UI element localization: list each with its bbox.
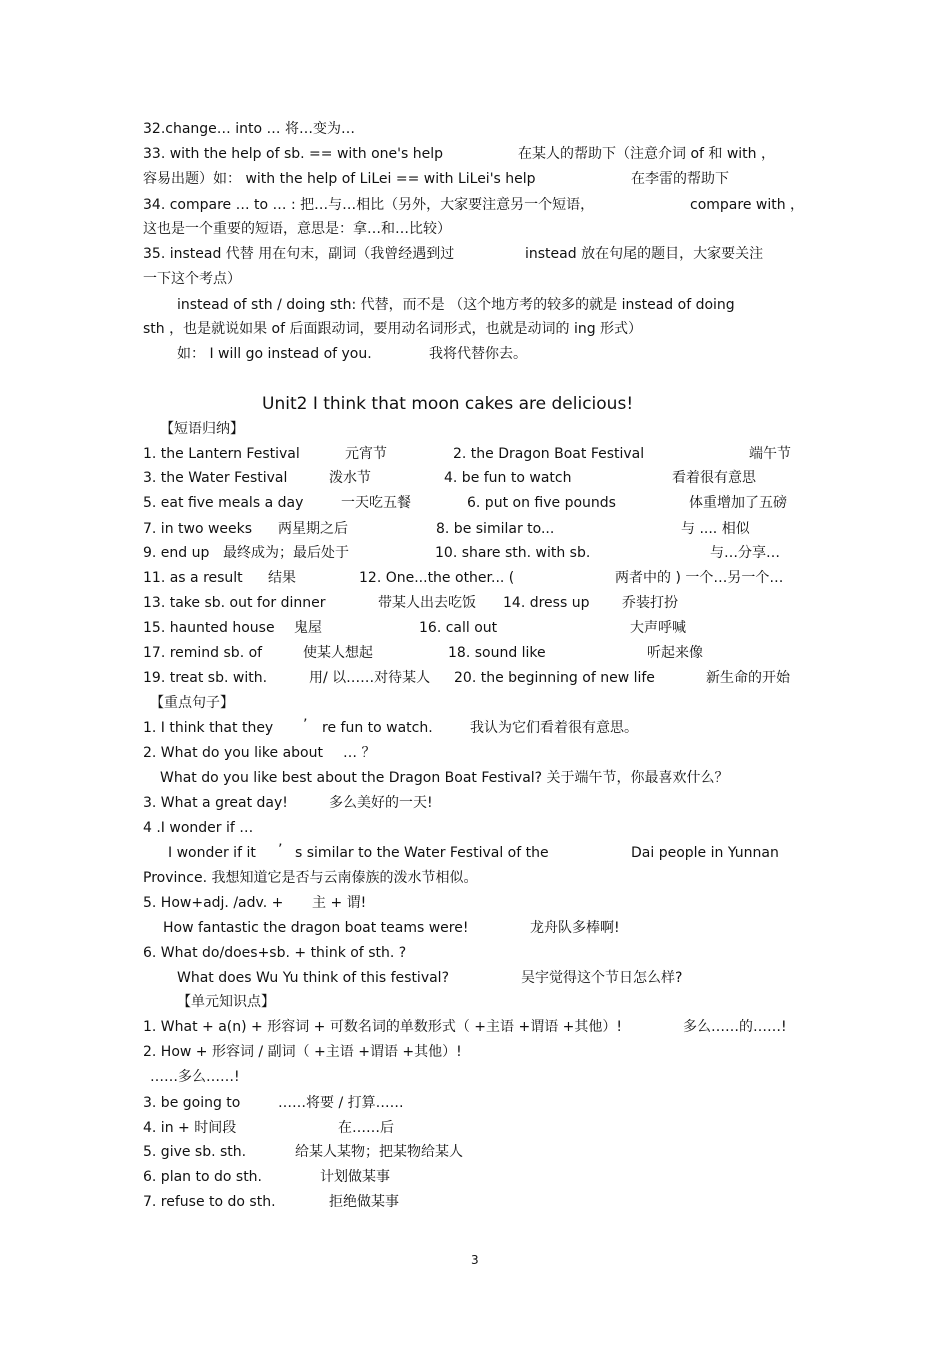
sentence-2: 2. What do you like about (143, 745, 323, 761)
item-35-note: 一下这个考点） (143, 271, 241, 287)
sentence-4-apostrophe: ’ (278, 842, 283, 858)
phrase-english: 8. be similar to... (436, 521, 555, 537)
knowledge-2-chinese: ……多么……! (150, 1069, 240, 1085)
phrase-english: 16. call out (419, 620, 498, 636)
knowledge-1-chinese: 多么……的……! (683, 1019, 787, 1035)
knowledge-5-chinese: 给某人某物；把某物给某人 (295, 1144, 463, 1160)
knowledge-3: 3. be going to (143, 1095, 241, 1111)
phrase-chinese: 一天吃五餐 (341, 495, 411, 511)
phrase-english: 12. One...the other... ( (359, 570, 515, 586)
knowledge-7: 7. refuse to do sth. (143, 1194, 276, 1210)
knowledge-6-chinese: 计划做某事 (320, 1169, 390, 1185)
phrase-english: 3. the Water Festival (143, 470, 288, 486)
knowledge-4: 4. in + 时间段 (143, 1120, 237, 1136)
sentence-1-apostrophe: ’ (303, 717, 308, 733)
phrase-chinese: 用/ 以……对待某人 (309, 670, 431, 686)
phrase-chinese: 两者中的 ) 一个…另一个… (615, 570, 784, 586)
sentence-4-chinese: Province. 我想知道它是否与云南傣族的泼水节相似。 (143, 870, 478, 886)
page-number: 3 (471, 1253, 479, 1267)
item-32: 32.change… into … 将…变为… (143, 121, 355, 137)
phrase-english: 9. end up (143, 545, 210, 561)
phrase-chinese: 鬼屋 (294, 620, 322, 636)
phrase-english: 5. eat five meals a day (143, 495, 304, 511)
sentence-3-chinese: 多么美好的一天! (329, 795, 433, 811)
item-35: 35. instead 代替 用在句末，副词（我曾经遇到过 (143, 246, 455, 262)
sentence-1-chinese: 我认为它们看着很有意思。 (470, 720, 638, 736)
sentence-1-end: re fun to watch. (322, 720, 433, 736)
sentence-4: 4 .I wonder if … (143, 820, 254, 836)
sentence-2-end: … ？ (343, 745, 376, 761)
sentence-5: 5. How+adj. /adv. + (143, 895, 284, 911)
sentence-5-chinese: 龙舟队多棒啊! (530, 920, 620, 936)
knowledge-7-chinese: 拒绝做某事 (329, 1194, 399, 1210)
phrase-chinese: 乔装打扮 (622, 595, 678, 611)
item-35-instead-of: instead of sth / doing sth: 代替，而不是 （这个地方考的较多的就是 instead of doing (177, 297, 735, 313)
sentence-4-example: I wonder if it (168, 845, 256, 861)
phrase-chinese: 与 .... 相似 (681, 521, 750, 537)
knowledge-heading: 【单元知识点】 (177, 994, 275, 1010)
item-35-example: 如： I will go instead of you. (177, 346, 372, 362)
item-34: 34. compare … to … : 把…与…相比（另外，大家要注意另一个短语， (143, 197, 595, 213)
phrase-chinese: 端午节 (749, 446, 791, 462)
sentence-6-example: What does Wu Yu think of this festival? (177, 970, 450, 986)
item-34-note: 这也是一个重要的短语，意思是：拿…和…比较） (143, 221, 451, 237)
phrase-english: 10. share sth. with sb. (435, 545, 591, 561)
sentence-6-chinese: 吴宇觉得这个节日怎么样? (521, 970, 683, 986)
item-35-continued: instead 放在句尾的题目，大家要关注 (525, 246, 764, 262)
sentence-1: 1. I think that they (143, 720, 274, 736)
phrase-english: 4. be fun to watch (444, 470, 572, 486)
phrase-chinese: 泼水节 (329, 470, 371, 486)
sentence-5-example: How fantastic the dragon boat teams were! (163, 920, 469, 936)
sentences-heading: 【重点句子】 (150, 695, 234, 711)
phrase-chinese: 最终成为；最后处于 (223, 545, 349, 561)
unit-title: Unit2 I think that moon cakes are delicious! (262, 394, 634, 414)
knowledge-5: 5. give sb. sth. (143, 1144, 247, 1160)
phrase-chinese: 听起来像 (647, 645, 703, 661)
phrase-chinese: 看着很有意思 (672, 470, 756, 486)
sentence-4-example-end: Dai people in Yunnan (631, 845, 779, 861)
phrase-chinese: 元宵节 (345, 446, 387, 462)
sentence-5-cont: 主 + 谓! (312, 895, 367, 911)
sentence-6: 6. What do/does+sb. + think of sth. ? (143, 945, 407, 961)
phrase-chinese: 使某人想起 (303, 645, 373, 661)
phrase-chinese: 与…分享… (710, 545, 780, 561)
phrase-english: 20. the beginning of new life (454, 670, 655, 686)
phrase-english: 19. treat sb. with. (143, 670, 268, 686)
phrase-english: 14. dress up (503, 595, 590, 611)
phrase-english: 18. sound like (448, 645, 546, 661)
knowledge-6: 6. plan to do sth. (143, 1169, 262, 1185)
knowledge-2: 2. How + 形容词 / 副词（ +主语 +谓语 +其他）! (143, 1044, 462, 1060)
item-33-chinese: 在某人的帮助下（注意介词 of 和 with ， (518, 146, 775, 162)
phrase-chinese: 新生命的开始 (706, 670, 790, 686)
phrase-chinese: 大声呼喊 (630, 620, 686, 636)
phrase-english: 17. remind sb. of (143, 645, 263, 661)
phrase-chinese: 结果 (268, 570, 296, 586)
knowledge-1: 1. What + a(n) + 形容词 + 可数名词的单数形式（ +主语 +谓语 +其他）! (143, 1019, 623, 1035)
phrase-chinese: 两星期之后 (278, 521, 348, 537)
phrases-heading: 【短语归纳】 (160, 421, 244, 437)
phrase-english: 6. put on five pounds (467, 495, 616, 511)
sentence-2-example: What do you like best about the Dragon Boat Festival? 关于端午节，你最喜欢什么？ (160, 770, 729, 786)
phrase-english: 13. take sb. out for dinner (143, 595, 326, 611)
item-33-english: 33. with the help of sb. == with one's help (143, 146, 444, 162)
item-35-example-chinese: 我将代替你去。 (429, 346, 527, 362)
knowledge-4-chinese: 在……后 (338, 1120, 394, 1136)
item-35-instead-of-note: sth ，也是就说如果 of 后面跟动词，要用动名词形式，也就是动词的 ing 形式） (143, 321, 643, 337)
knowledge-3-chinese: ……将要 / 打算…… (278, 1095, 404, 1111)
item-34-phrase: compare with ， (690, 197, 805, 213)
item-33-example: 容易出题）如： with the help of LiLei == with LiLei's help (143, 171, 536, 187)
sentence-4-example-cont: s similar to the Water Festival of the (295, 845, 549, 861)
phrase-english: 1. the Lantern Festival (143, 446, 300, 462)
sentence-3: 3. What a great day! (143, 795, 288, 811)
phrase-english: 7. in two weeks (143, 521, 253, 537)
phrase-chinese: 体重增加了五磅 (689, 495, 787, 511)
phrase-english: 2. the Dragon Boat Festival (453, 446, 645, 462)
phrase-chinese: 带某人出去吃饭 (378, 595, 476, 611)
item-33-example-chinese: 在李雷的帮助下 (631, 171, 729, 187)
phrase-english: 15. haunted house (143, 620, 275, 636)
phrase-english: 11. as a result (143, 570, 243, 586)
